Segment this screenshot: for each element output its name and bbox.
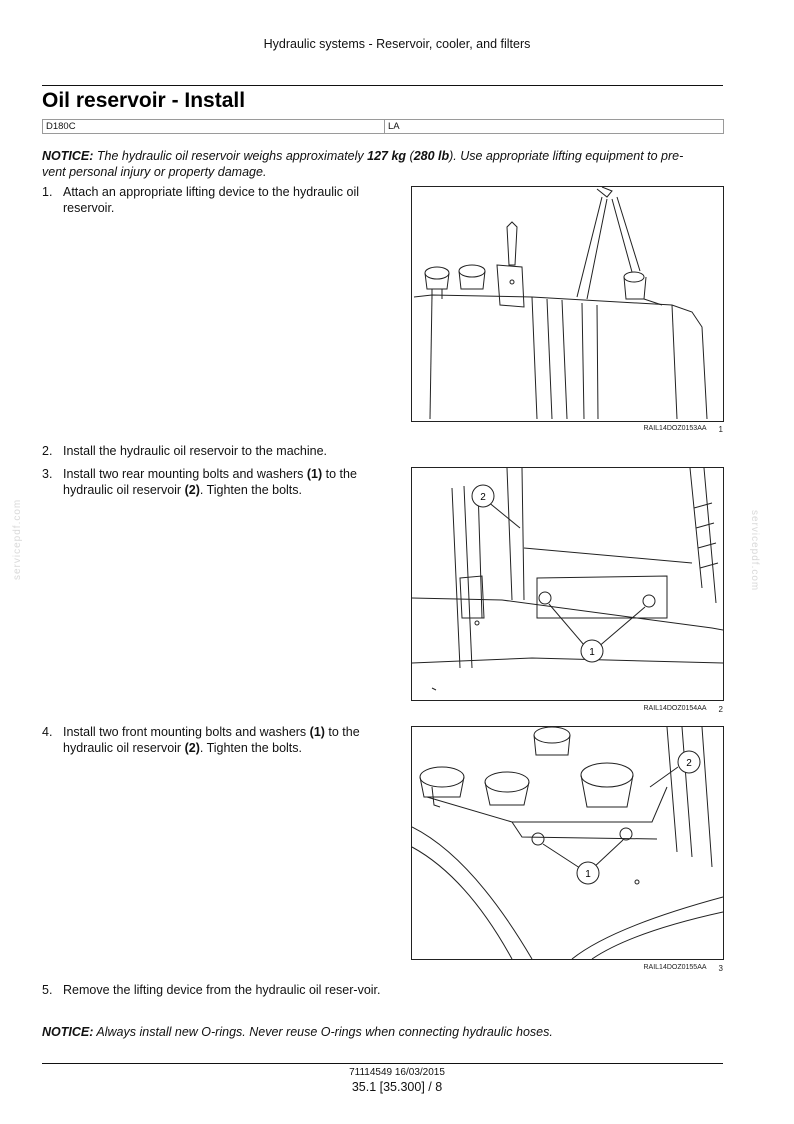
figure-3-drawing [412, 727, 723, 959]
figure-2-drawing [412, 468, 723, 700]
figure-1-caption [560, 425, 723, 434]
step-5 [42, 982, 387, 998]
callout-ref-bolts: (1) [309, 725, 325, 739]
callout-1-label: 1 [585, 869, 591, 880]
figure-1-reservoir-lifting [411, 186, 724, 422]
weight-notice [42, 148, 724, 180]
footer-page-ref: 35.1 [35.300] / 8 [351, 1080, 443, 1094]
step-text-part: to the hydraulic oil reservoir [63, 725, 360, 755]
step-text: Install the hydraulic oil reservoir to the machine. [63, 444, 328, 458]
step-text-part: Install two rear mounting bolts and washers [63, 467, 307, 481]
watermark-right: servicepdf.com [749, 510, 760, 592]
notice-text: The hydraulic oil reservoir weighs approximately [93, 149, 368, 163]
step-text-part: . Tighten the bolts. [199, 483, 303, 497]
page-title: Oil reservoir - Install [42, 89, 246, 112]
oring-notice [42, 1024, 724, 1040]
step-text-part: Install two front mounting bolts and washers [63, 725, 310, 739]
figure-code: RAIL14DOZ0153AA [643, 425, 707, 432]
callout-1-label: 1 [589, 647, 595, 658]
step-text [63, 724, 387, 756]
step-number: 2. [42, 444, 53, 458]
step-1 [42, 184, 387, 216]
figure-2-caption [560, 705, 723, 714]
step-number: 3. [42, 467, 53, 481]
step-text: Attach an appropriate lifting device to the hydraulic oil reservoir. [63, 185, 360, 215]
step-text: Remove the lifting device from the hydraulic oil reser-voir. [63, 983, 381, 997]
figure-number: 2 [718, 705, 723, 714]
notice-text: Always install new O-rings. Never reuse O-rings when connecting hydraulic hoses. [93, 1025, 553, 1039]
figure-code: RAIL14DOZ0154AA [643, 705, 707, 712]
footer-rule [42, 1063, 723, 1064]
running-header: Hydraulic systems - Reservoir, cooler, and filters [263, 37, 531, 51]
footer-doc-code: 71114549 16/03/2015 [349, 1067, 445, 1078]
figure-3-caption [560, 964, 723, 973]
watermark-left: servicepdf.com [12, 498, 23, 580]
figure-number: 1 [718, 425, 723, 434]
step-text [63, 466, 387, 498]
step-2 [42, 443, 387, 459]
step-number: 4. [42, 725, 53, 739]
callout-ref-reservoir: (2) [184, 483, 200, 497]
figure-2-rear-mounting-bolts [411, 467, 724, 701]
step-4 [42, 724, 387, 756]
callout-2-label: 2 [686, 758, 692, 769]
model-cell: D180C [43, 120, 385, 133]
step-text-part: . Tighten the bolts. [199, 741, 303, 755]
step-number: 5. [42, 983, 53, 997]
weight-kg: 127 kg [367, 149, 407, 163]
notice-label: NOTICE: [42, 149, 94, 163]
callout-ref-bolts: (1) [306, 467, 323, 481]
notice-text: ( [406, 149, 414, 163]
figure-number: 3 [718, 964, 723, 973]
figure-3-front-mounting-bolts [411, 726, 724, 960]
notice-text: vent personal injury or property damage. [42, 165, 267, 179]
step-text-part: to the hydraulic oil reservoir [63, 467, 357, 497]
model-applicability-table [42, 119, 724, 134]
header-rule [42, 85, 723, 86]
code-cell: LA [388, 121, 400, 132]
step-3 [42, 466, 387, 498]
step-number: 1. [42, 185, 53, 199]
callout-ref-reservoir: (2) [184, 741, 200, 755]
figure-code: RAIL14DOZ0155AA [643, 964, 707, 971]
callout-2-label: 2 [480, 492, 486, 503]
weight-lb: 280 lb [413, 149, 450, 163]
figure-1-drawing [412, 187, 723, 421]
notice-label: NOTICE: [42, 1025, 94, 1039]
notice-text: ). Use appropriate lifting equipment to pre- [449, 149, 684, 163]
